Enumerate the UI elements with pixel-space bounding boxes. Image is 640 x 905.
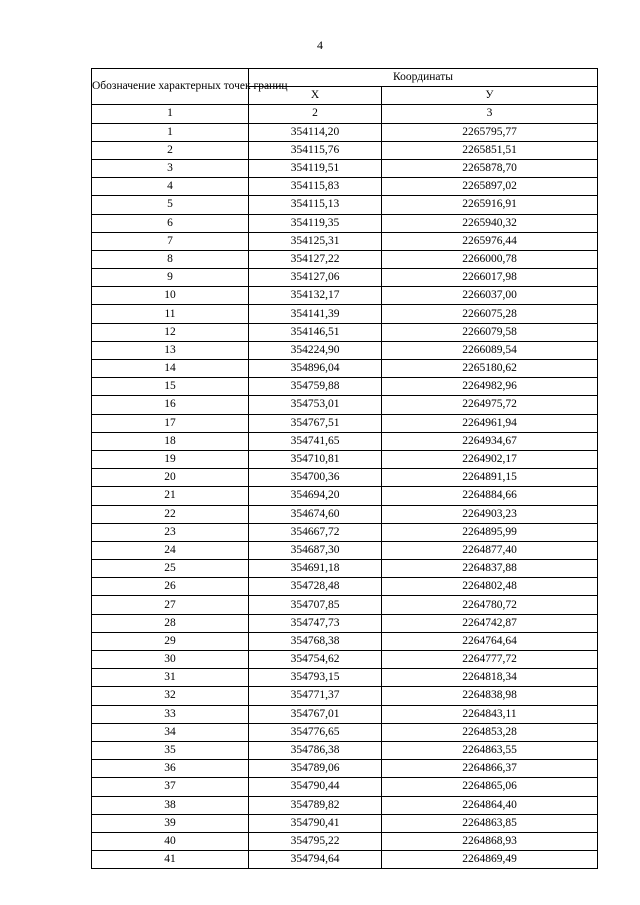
x-coordinate-cell: 354141,39 bbox=[249, 305, 382, 323]
table-row bbox=[92, 832, 598, 850]
y-coordinate-cell: 2265878,70 bbox=[382, 159, 598, 177]
table-row bbox=[92, 760, 598, 778]
x-coordinate-cell: 354793,15 bbox=[249, 669, 382, 687]
y-coordinate-cell: 2266037,00 bbox=[382, 287, 598, 305]
table-row bbox=[92, 741, 598, 759]
point-number-cell: 36 bbox=[92, 760, 249, 778]
table-row bbox=[92, 450, 598, 468]
table-row bbox=[92, 123, 598, 141]
x-coordinate-cell: 354776,65 bbox=[249, 723, 382, 741]
y-coordinate-cell: 2265940,32 bbox=[382, 214, 598, 232]
x-coordinate-cell: 354700,36 bbox=[249, 469, 382, 487]
x-coordinate-cell: 354694,20 bbox=[249, 487, 382, 505]
y-coordinate-cell: 2264877,40 bbox=[382, 541, 598, 559]
point-number-cell: 1 bbox=[92, 123, 249, 141]
table-row bbox=[92, 723, 598, 741]
table-row bbox=[92, 141, 598, 159]
y-coordinate-cell: 2264777,72 bbox=[382, 651, 598, 669]
point-number-cell: 24 bbox=[92, 541, 249, 559]
table-row bbox=[92, 669, 598, 687]
x-coordinate-cell: 354132,17 bbox=[249, 287, 382, 305]
y-coordinate-cell: 2264864,40 bbox=[382, 796, 598, 814]
column-number-1: 1 bbox=[92, 105, 249, 123]
y-coordinate-cell: 2265897,02 bbox=[382, 178, 598, 196]
header-y: У bbox=[382, 87, 598, 105]
point-number-cell: 8 bbox=[92, 250, 249, 268]
x-coordinate-cell: 354728,48 bbox=[249, 578, 382, 596]
y-coordinate-cell: 2264742,87 bbox=[382, 614, 598, 632]
point-number-cell: 6 bbox=[92, 214, 249, 232]
y-coordinate-cell: 2264868,93 bbox=[382, 832, 598, 850]
y-coordinate-cell: 2264818,34 bbox=[382, 669, 598, 687]
table-row bbox=[92, 560, 598, 578]
table-row bbox=[92, 614, 598, 632]
point-number-cell: 14 bbox=[92, 360, 249, 378]
point-number-cell: 27 bbox=[92, 596, 249, 614]
y-coordinate-cell: 2264866,37 bbox=[382, 760, 598, 778]
table-row bbox=[92, 851, 598, 869]
table-row bbox=[92, 651, 598, 669]
column-number-3: 3 bbox=[382, 105, 598, 123]
x-coordinate-cell: 354789,82 bbox=[249, 796, 382, 814]
point-number-cell: 38 bbox=[92, 796, 249, 814]
x-coordinate-cell: 354767,51 bbox=[249, 414, 382, 432]
y-coordinate-cell: 2264764,64 bbox=[382, 632, 598, 650]
point-number-cell: 7 bbox=[92, 232, 249, 250]
x-coordinate-cell: 354795,22 bbox=[249, 832, 382, 850]
x-coordinate-cell: 354710,81 bbox=[249, 450, 382, 468]
y-coordinate-cell: 2264895,99 bbox=[382, 523, 598, 541]
table-row bbox=[92, 323, 598, 341]
table-row bbox=[92, 596, 598, 614]
x-coordinate-cell: 354794,64 bbox=[249, 851, 382, 869]
point-number-cell: 34 bbox=[92, 723, 249, 741]
point-number-cell: 29 bbox=[92, 632, 249, 650]
y-coordinate-cell: 2264802,48 bbox=[382, 578, 598, 596]
y-coordinate-cell: 2266089,54 bbox=[382, 341, 598, 359]
page-number: 4 bbox=[317, 38, 323, 52]
y-coordinate-cell: 2264884,66 bbox=[382, 487, 598, 505]
table-row bbox=[92, 196, 598, 214]
point-number-cell: 15 bbox=[92, 378, 249, 396]
table-row bbox=[92, 341, 598, 359]
y-coordinate-cell: 2266079,58 bbox=[382, 323, 598, 341]
point-number-cell: 19 bbox=[92, 450, 249, 468]
point-number-cell: 37 bbox=[92, 778, 249, 796]
x-coordinate-cell: 354754,62 bbox=[249, 651, 382, 669]
y-coordinate-cell: 2264843,11 bbox=[382, 705, 598, 723]
y-coordinate-cell: 2264780,72 bbox=[382, 596, 598, 614]
x-coordinate-cell: 354115,76 bbox=[249, 141, 382, 159]
point-number-cell: 32 bbox=[92, 687, 249, 705]
x-coordinate-cell: 354768,38 bbox=[249, 632, 382, 650]
header-x: Х bbox=[249, 87, 382, 105]
y-coordinate-cell: 2264837,88 bbox=[382, 560, 598, 578]
x-coordinate-cell: 354115,83 bbox=[249, 178, 382, 196]
x-coordinate-cell: 354125,31 bbox=[249, 232, 382, 250]
point-number-cell: 13 bbox=[92, 341, 249, 359]
x-coordinate-cell: 354767,01 bbox=[249, 705, 382, 723]
y-coordinate-cell: 2266000,78 bbox=[382, 250, 598, 268]
point-number-cell: 12 bbox=[92, 323, 249, 341]
table-row bbox=[92, 541, 598, 559]
point-number-cell: 39 bbox=[92, 814, 249, 832]
header-coordinates: Координаты bbox=[249, 69, 598, 87]
y-coordinate-cell: 2264961,94 bbox=[382, 414, 598, 432]
table-row bbox=[92, 250, 598, 268]
point-number-cell: 18 bbox=[92, 432, 249, 450]
table-row bbox=[92, 814, 598, 832]
table-row bbox=[92, 159, 598, 177]
y-coordinate-cell: 2264863,55 bbox=[382, 741, 598, 759]
column-number-2: 2 bbox=[249, 105, 382, 123]
y-coordinate-cell: 2264838,98 bbox=[382, 687, 598, 705]
x-coordinate-cell: 354759,88 bbox=[249, 378, 382, 396]
x-coordinate-cell: 354896,04 bbox=[249, 360, 382, 378]
coordinates-table-body bbox=[92, 69, 598, 869]
table-row bbox=[92, 378, 598, 396]
table-row bbox=[92, 796, 598, 814]
y-coordinate-cell: 2265916,91 bbox=[382, 196, 598, 214]
point-number-cell: 33 bbox=[92, 705, 249, 723]
x-coordinate-cell: 354224,90 bbox=[249, 341, 382, 359]
x-coordinate-cell: 354691,18 bbox=[249, 560, 382, 578]
x-coordinate-cell: 354674,60 bbox=[249, 505, 382, 523]
table-row bbox=[92, 432, 598, 450]
x-coordinate-cell: 354115,13 bbox=[249, 196, 382, 214]
table-row bbox=[92, 469, 598, 487]
y-coordinate-cell: 2264853,28 bbox=[382, 723, 598, 741]
y-coordinate-cell: 2266017,98 bbox=[382, 269, 598, 287]
y-coordinate-cell: 2264869,49 bbox=[382, 851, 598, 869]
table-numbering-row bbox=[92, 105, 598, 123]
x-coordinate-cell: 354771,37 bbox=[249, 687, 382, 705]
table-row bbox=[92, 578, 598, 596]
table-row bbox=[92, 705, 598, 723]
y-coordinate-cell: 2265180,62 bbox=[382, 360, 598, 378]
table-row bbox=[92, 178, 598, 196]
x-coordinate-cell: 354786,38 bbox=[249, 741, 382, 759]
table-row bbox=[92, 523, 598, 541]
y-coordinate-cell: 2264902,17 bbox=[382, 450, 598, 468]
table-row bbox=[92, 414, 598, 432]
x-coordinate-cell: 354790,41 bbox=[249, 814, 382, 832]
point-number-cell: 25 bbox=[92, 560, 249, 578]
point-number-cell: 5 bbox=[92, 196, 249, 214]
point-number-cell: 10 bbox=[92, 287, 249, 305]
point-number-cell: 31 bbox=[92, 669, 249, 687]
y-coordinate-cell: 2266075,28 bbox=[382, 305, 598, 323]
point-number-cell: 3 bbox=[92, 159, 249, 177]
table-row bbox=[92, 269, 598, 287]
x-coordinate-cell: 354667,72 bbox=[249, 523, 382, 541]
x-coordinate-cell: 354741,65 bbox=[249, 432, 382, 450]
x-coordinate-cell: 354707,85 bbox=[249, 596, 382, 614]
x-coordinate-cell: 354127,22 bbox=[249, 250, 382, 268]
point-number-cell: 11 bbox=[92, 305, 249, 323]
point-number-cell: 20 bbox=[92, 469, 249, 487]
y-coordinate-cell: 2264903,23 bbox=[382, 505, 598, 523]
y-coordinate-cell: 2264891,15 bbox=[382, 469, 598, 487]
x-coordinate-cell: 354119,35 bbox=[249, 214, 382, 232]
table-row bbox=[92, 214, 598, 232]
point-number-cell: 40 bbox=[92, 832, 249, 850]
point-number-cell: 28 bbox=[92, 614, 249, 632]
x-coordinate-cell: 354687,30 bbox=[249, 541, 382, 559]
y-coordinate-cell: 2264865,06 bbox=[382, 778, 598, 796]
x-coordinate-cell: 354789,06 bbox=[249, 760, 382, 778]
point-number-cell: 17 bbox=[92, 414, 249, 432]
y-coordinate-cell: 2265795,77 bbox=[382, 123, 598, 141]
point-number-cell: 26 bbox=[92, 578, 249, 596]
y-coordinate-cell: 2264982,96 bbox=[382, 378, 598, 396]
table-header-row bbox=[92, 69, 598, 87]
table-row bbox=[92, 305, 598, 323]
x-coordinate-cell: 354747,73 bbox=[249, 614, 382, 632]
x-coordinate-cell: 354753,01 bbox=[249, 396, 382, 414]
table-row bbox=[92, 360, 598, 378]
y-coordinate-cell: 2265976,44 bbox=[382, 232, 598, 250]
x-coordinate-cell: 354114,20 bbox=[249, 123, 382, 141]
table-row bbox=[92, 632, 598, 650]
point-number-cell: 30 bbox=[92, 651, 249, 669]
table-row bbox=[92, 687, 598, 705]
point-number-cell: 16 bbox=[92, 396, 249, 414]
y-coordinate-cell: 2264934,67 bbox=[382, 432, 598, 450]
table-row bbox=[92, 287, 598, 305]
point-number-cell: 21 bbox=[92, 487, 249, 505]
point-number-cell: 41 bbox=[92, 851, 249, 869]
x-coordinate-cell: 354790,44 bbox=[249, 778, 382, 796]
point-number-cell: 35 bbox=[92, 741, 249, 759]
coordinates-table bbox=[91, 68, 598, 869]
table-row bbox=[92, 505, 598, 523]
table-row bbox=[92, 232, 598, 250]
point-number-cell: 4 bbox=[92, 178, 249, 196]
header-point-designation: Обозначение характерных точек границ bbox=[92, 69, 249, 105]
table-row bbox=[92, 396, 598, 414]
y-coordinate-cell: 2264863,85 bbox=[382, 814, 598, 832]
y-coordinate-cell: 2265851,51 bbox=[382, 141, 598, 159]
point-number-cell: 23 bbox=[92, 523, 249, 541]
x-coordinate-cell: 354127,06 bbox=[249, 269, 382, 287]
y-coordinate-cell: 2264975,72 bbox=[382, 396, 598, 414]
table-row bbox=[92, 778, 598, 796]
x-coordinate-cell: 354119,51 bbox=[249, 159, 382, 177]
x-coordinate-cell: 354146,51 bbox=[249, 323, 382, 341]
table-row bbox=[92, 487, 598, 505]
point-number-cell: 22 bbox=[92, 505, 249, 523]
point-number-cell: 2 bbox=[92, 141, 249, 159]
point-number-cell: 9 bbox=[92, 269, 249, 287]
